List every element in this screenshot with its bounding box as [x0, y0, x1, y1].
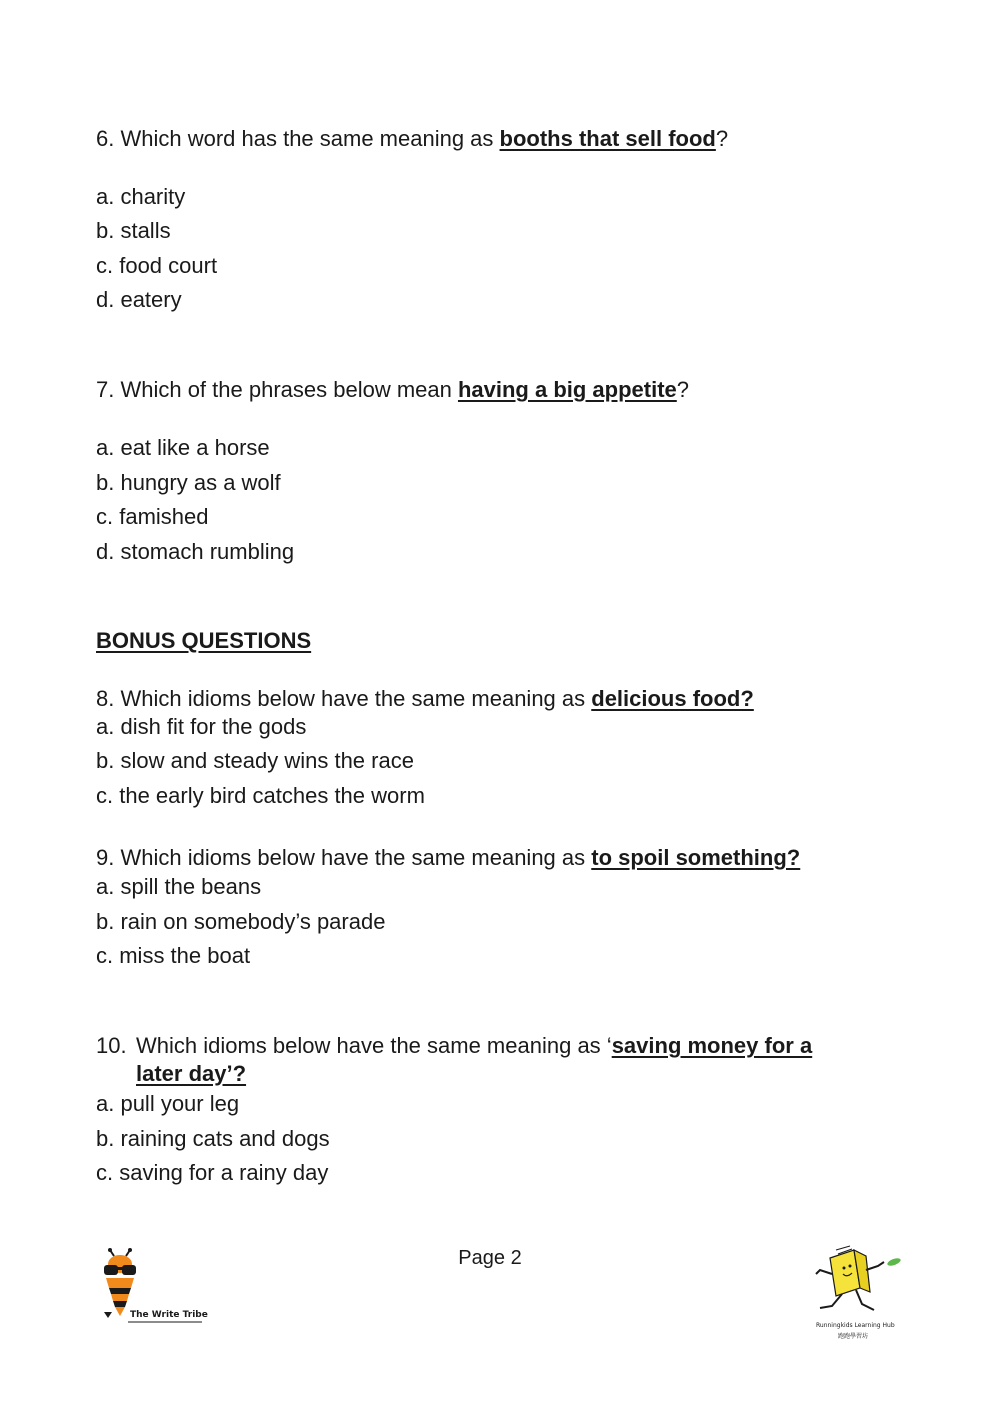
q8-option-a: a. dish fit for the gods [96, 714, 307, 739]
question-10 [96, 1033, 812, 1059]
q7-option-c: c. famished [96, 504, 209, 529]
question-6 [96, 126, 728, 152]
bonus-heading: BONUS QUESTIONS [96, 628, 312, 653]
question-7-keyword: having a big appetite [457, 377, 677, 402]
q8-option-b: b. slow and steady wins the race [96, 748, 414, 773]
question-10-keyword-line2: later day’? [136, 1061, 247, 1086]
question-6-prefix: 6. Which word has the same meaning as [96, 126, 500, 151]
running-book-icon [810, 1244, 910, 1322]
question-10-line2 [136, 1061, 246, 1087]
q10-option-a: a. pull your leg [96, 1091, 240, 1116]
q6-option-b: b. stalls [96, 218, 171, 243]
q7-option-d: d. stomach rumbling [96, 539, 295, 564]
q9-option-b: b. rain on somebody’s parade [96, 909, 386, 934]
question-8-keyword: delicious food? [591, 686, 754, 711]
question-9 [96, 845, 800, 871]
q6-option-a: a. charity [96, 184, 186, 209]
question-7-suffix: ? [676, 377, 690, 402]
question-8-prefix: 8. Which idioms below have the same meaning as [96, 686, 592, 711]
question-10-keyword-line1: saving money for a [611, 1033, 813, 1058]
question-7 [96, 377, 689, 403]
question-10-number: 10. [96, 1033, 127, 1058]
question-9-keyword: to spoil something? [591, 845, 801, 870]
question-7-prefix: 7. Which of the phrases below mean [96, 377, 458, 402]
q10-option-c: c. saving for a rainy day [96, 1160, 329, 1185]
question-6-keyword: booths that sell food [499, 126, 716, 151]
runningkids-logo-chinese-text: 跑跑學習坊 [838, 1333, 869, 1340]
write-tribe-logo [98, 1248, 208, 1328]
write-tribe-logo-text: The Write Tribe [130, 1310, 208, 1320]
runningkids-logo [810, 1244, 910, 1344]
q10-option-b: b. raining cats and dogs [96, 1126, 330, 1151]
q6-option-d: d. eatery [96, 287, 182, 312]
q8-option-c: c. the early bird catches the worm [96, 783, 425, 808]
q6-option-c: c. food court [96, 253, 218, 278]
question-10-prefix: Which idioms below have the same meaning as ‘ [136, 1033, 612, 1058]
question-9-prefix: 9. Which idioms below have the same meaning as [96, 845, 592, 870]
q9-option-a: a. spill the beans [96, 874, 262, 899]
page-number: Page 2 [458, 1247, 522, 1269]
question-8 [96, 686, 754, 712]
runningkids-logo-text: Runningkids Learning Hub [816, 1322, 895, 1329]
q7-option-b: b. hungry as a wolf [96, 470, 281, 495]
q9-option-c: c. miss the boat [96, 943, 251, 968]
question-6-suffix: ? [715, 126, 729, 151]
q7-option-a: a. eat like a horse [96, 435, 270, 460]
